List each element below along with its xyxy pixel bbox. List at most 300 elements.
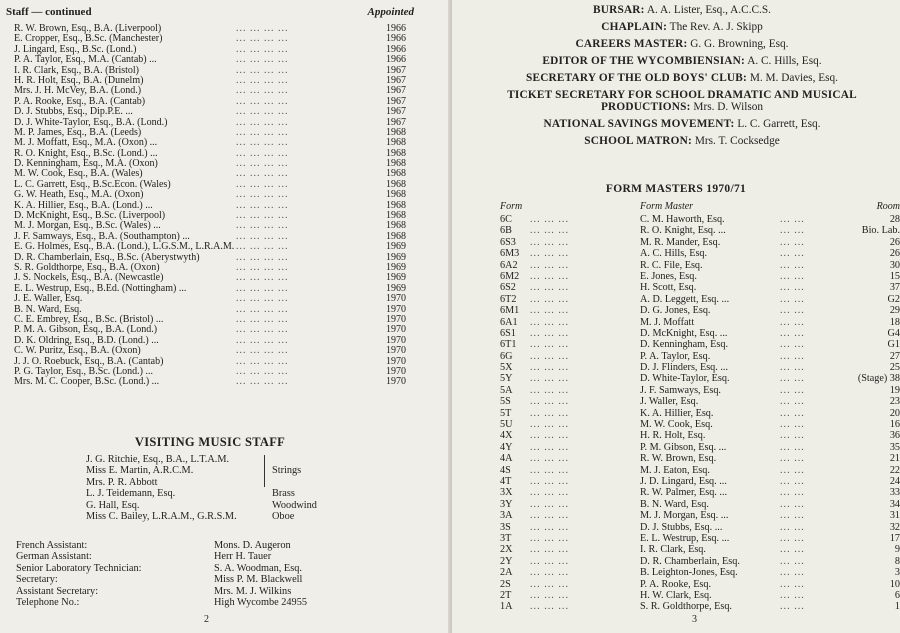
form-row [500,579,900,590]
leader-dots: ... ... ... ... [236,189,289,201]
officer-title: BURSAR: [593,4,645,16]
form-room: (Stage) 38 [857,373,900,385]
staff-name: M. W. Cook, Esq., B.A. (Wales) [14,168,143,180]
form-row [500,590,900,601]
appointed-year: 1970 [386,293,406,305]
leader-dots: ... ... [780,510,805,522]
form-masters-list [500,214,900,613]
form-master: D. Kenningham, Esq. [640,339,728,351]
form-code: 6A1 [500,316,518,328]
leader-dots: ... ... ... [530,350,570,362]
staff-name: D. J. White-Taylor, Esq., B.A. (Lond.) [14,116,168,128]
form-master: R. C. File, Esq. [640,259,703,271]
form-master: D. McKnight, Esq. ... [640,327,728,339]
assistant-role: Telephone No.: [16,596,80,608]
assistant-row [16,563,416,574]
form-code: 6S3 [500,236,516,248]
staff-name: C. W. Puritz, Esq., B.A. (Oxon) [14,345,141,357]
leader-dots: ... ... ... [530,510,570,522]
leader-dots: ... ... ... [530,475,570,487]
leader-dots: ... ... ... ... [236,376,289,388]
form-code: 3X [500,487,513,499]
staff-name: P. M. A. Gibson, Esq., B.A. (Lond.) [14,324,158,336]
col-room-label: Room [876,201,900,212]
form-row [500,373,900,384]
leader-dots: ... ... ... [530,327,570,339]
form-room: 36 [889,430,900,442]
form-master: H. Scott, Esq. [640,282,697,294]
appointed-year: 1967 [386,116,406,128]
leader-dots: ... ... ... [530,441,570,453]
appointed-year: 1970 [386,345,406,357]
form-code: 5T [500,407,512,419]
appointed-year: 1969 [386,261,406,273]
leader-dots: ... ... [780,339,805,351]
form-master: R. W. Brown, Esq. [640,453,717,465]
staff-name: D. J. Stubbs, Esq., Dip.P.E. ... [14,106,133,118]
staff-name: H. R. Holt, Esq., B.A. (Dunelm) [14,74,144,86]
leader-dots: ... ... ... ... [236,334,289,346]
form-room: G2 [887,293,900,305]
visiting-name: Mrs. P. R. Abbott [86,476,158,488]
leader-dots: ... ... ... ... [236,210,289,222]
appointed-year: 1970 [386,303,406,315]
form-code: 4Y [500,441,513,453]
form-row [500,294,900,305]
form-code: 6M1 [500,305,520,317]
staff-name: E. L. Westrup, Esq., B.Ed. (Nottingham) ... [14,282,187,294]
appointed-year: 1969 [386,272,406,284]
visiting-name: Miss E. Martin, A.R.C.M. [86,465,194,477]
form-master: J. Waller, Esq. [640,396,699,408]
appointed-year: 1968 [386,126,406,138]
form-row [500,442,900,453]
officer-title: SECRETARY OF THE OLD BOYS' CLUB: [525,72,747,84]
form-row [500,544,900,555]
staff-name: C. E. Embrey, Esq., B.Sc. (Bristol) ... [14,313,164,325]
assistant-role: French Assistant: [16,540,88,551]
form-master: R. W. Palmer, Esq. ... [640,487,728,499]
leader-dots: ... ... ... [530,214,570,225]
form-master: P. M. Gibson, Esq. ... [640,441,727,453]
form-row [500,237,900,248]
form-room: 27 [889,350,900,362]
officer-name: A. C. Hills, Esq. [747,55,822,67]
leader-dots: ... ... ... [530,339,570,351]
leader-dots: ... ... [780,384,805,396]
leader-dots: ... ... ... [530,384,570,396]
visiting-row [86,488,376,499]
visiting-music-staff-title: VISITING MUSIC STAFF [134,435,286,449]
form-code: 5X [500,362,513,374]
form-room: 28 [889,214,900,225]
staff-name: R. O. Knight, Esq., B.Sc. (Lond.) ... [14,147,158,159]
form-room: 10 [889,578,900,590]
form-code: 4T [500,475,512,487]
leader-dots: ... ... ... ... [236,261,289,273]
leader-dots: ... ... [780,601,805,613]
form-code: 6B [500,225,512,237]
leader-dots: ... ... [780,555,805,567]
staff-name: D. Kenningham, Esq., M.A. (Oxon) [14,158,158,170]
form-code: 6C [500,214,512,225]
officer-title: CHAPLAIN: [601,21,668,33]
leader-dots: ... ... ... ... [236,220,289,232]
leader-dots: ... ... [780,498,805,510]
appointed-year: 1968 [386,220,406,232]
officer-title: NATIONAL SAVINGS MOVEMENT: [543,118,735,130]
leader-dots: ... ... ... ... [236,282,289,294]
visiting-row [86,477,376,488]
leader-dots: ... ... ... ... [236,230,289,242]
staff-row [14,377,406,387]
form-code: 3S [500,521,511,533]
staff-header [6,6,414,20]
leader-dots: ... ... ... [530,225,570,237]
staff-continued-label: Staff — continued [6,6,92,18]
form-code: 4A [500,453,513,465]
leader-dots: ... ... [780,567,805,579]
officer-name: M. M. Davies, Esq. [749,72,838,84]
appointed-year: 1969 [386,251,406,263]
staff-name: M. J. Moffatt, Esq., M.A. (Oxon) ... [14,137,158,149]
form-master: D. J. Flinders, Esq. ... [640,362,729,374]
leader-dots: ... ... ... [530,270,570,282]
visiting-instrument: Oboe [272,510,295,522]
form-room: 16 [889,419,900,431]
form-code: 3Y [500,498,513,510]
leader-dots: ... ... ... ... [236,126,289,138]
form-room: 33 [889,487,900,499]
visiting-music-staff-list [86,454,376,522]
form-code: 3A [500,510,513,522]
leader-dots: ... ... [780,214,805,225]
leader-dots: ... ... ... ... [236,345,289,357]
assistant-role: Assistant Secretary: [16,585,99,597]
form-master: D. R. Chamberlain, Esq. [640,555,740,567]
form-room: 3 [894,567,900,579]
appointed-year: 1968 [386,178,406,190]
staff-name: J. F. Samways, Esq., B.A. (Southampton) ... [14,230,190,242]
form-row [500,567,900,578]
form-master: E. Jones, Esq. [640,270,697,282]
visiting-name: Miss C. Bailey, L.R.A.M., G.R.S.M. [86,510,237,522]
leader-dots: ... ... ... ... [236,106,289,118]
form-row [500,522,900,533]
leader-dots: ... ... [780,305,805,317]
leader-dots: ... ... ... [530,316,570,328]
leader-dots: ... ... [780,293,805,305]
visiting-row [86,500,376,511]
leader-dots: ... ... ... ... [236,251,289,263]
form-room: 9 [894,544,900,556]
assistant-row [16,551,416,562]
form-master: A. D. Leggett, Esq. ... [640,293,730,305]
form-room: 1 [894,601,900,613]
form-row [500,533,900,544]
form-code: 6S1 [500,327,516,339]
leader-dots: ... ... ... ... [236,365,289,377]
form-row [500,510,900,521]
form-row [500,339,900,350]
leader-dots: ... ... ... [530,555,570,567]
form-code: 6G [500,350,513,362]
leader-dots: ... ... ... [530,589,570,601]
leader-dots: ... ... ... ... [236,241,289,253]
appointed-year: 1970 [386,324,406,336]
leader-dots: ... ... ... ... [236,324,289,336]
assistant-name: Mons. D. Augeron [214,540,291,551]
appointed-year: 1968 [386,137,406,149]
officer-title: SCHOOL MATRON: [584,135,692,147]
leader-dots: ... ... [780,578,805,590]
leader-dots: ... ... ... ... [236,147,289,159]
form-room: 21 [889,453,900,465]
form-code: 4S [500,464,511,476]
staff-list [14,24,406,388]
form-master: J. F. Samways, Esq. [640,384,721,396]
form-room: G1 [887,339,900,351]
officer-row [472,38,892,50]
form-master: D. White-Taylor, Esq. [640,373,730,385]
form-room: 29 [889,305,900,317]
form-row [500,260,900,271]
appointed-year: 1970 [386,376,406,388]
appointed-year: 1970 [386,365,406,377]
form-row [500,465,900,476]
visiting-name: L. J. Teidemann, Esq. [86,488,176,500]
form-master: D. G. Jones, Esq. [640,305,711,317]
form-master: M. R. Mander, Esq. [640,236,721,248]
form-master: H. R. Holt, Esq. [640,430,706,442]
leader-dots: ... ... [780,544,805,556]
appointed-year: 1967 [386,95,406,107]
visiting-row [86,465,376,476]
leader-dots: ... ... ... ... [236,178,289,190]
leader-dots: ... ... [780,430,805,442]
form-code: 6M2 [500,270,520,282]
form-code: 5S [500,396,511,408]
assistant-name: S. A. Woodman, Esq. [214,562,302,574]
form-row [500,499,900,510]
form-room: 17 [889,532,900,544]
leader-dots: ... ... [780,248,805,260]
form-row [500,214,900,225]
officer-name: Mrs. D. Wilson [693,101,764,113]
leader-dots: ... ... ... ... [236,74,289,86]
page-right [452,0,900,633]
leader-dots: ... ... ... ... [236,313,289,325]
page-number-left: 2 [204,614,209,625]
officer-title: TICKET SECRETARY FOR SCHOOL DRAMATIC AND MUSICAL PRODUCTIONS: [507,89,857,113]
appointed-year: 1966 [386,33,406,45]
staff-name: B. N. Ward, Esq. [14,303,82,315]
assistants-list [16,540,416,608]
form-code: 2A [500,567,513,579]
staff-name: D. McKnight, Esq., B.Sc. (Liverpool) [14,210,166,222]
staff-row [14,294,406,304]
form-room: Bio. Lab. [861,225,900,237]
form-code: 2T [500,589,512,601]
form-master: M. J. Moffatt [640,316,695,328]
form-code: 4X [500,430,513,442]
leader-dots: ... ... [780,453,805,465]
form-master: K. A. Hillier, Esq. [640,407,714,419]
staff-name: D. R. Chamberlain, Esq., B.Sc. (Aberystwyth) [14,251,200,263]
leader-dots: ... ... [780,316,805,328]
form-master: C. M. Haworth, Esq. [640,214,725,225]
leader-dots: ... ... ... [530,248,570,260]
form-row [500,225,900,236]
leader-dots: ... ... ... [530,305,570,317]
officer-name: Mrs. T. Cocksedge [694,135,780,147]
form-master: B. N. Ward, Esq. [640,498,709,510]
form-row [500,328,900,339]
appointed-year: 1969 [386,241,406,253]
leader-dots: ... ... [780,441,805,453]
appointed-year: 1966 [386,23,406,34]
form-master: P. A. Rooke, Esq. [640,578,712,590]
form-master: M. W. Cook, Esq. [640,419,713,431]
leader-dots: ... ... ... ... [236,168,289,180]
form-room: 22 [889,464,900,476]
form-row [500,317,900,328]
form-row [500,271,900,282]
appointed-year: 1970 [386,334,406,346]
staff-name: D. K. Oldring, Esq., B.D. (Lond.) ... [14,334,159,346]
appointed-year: 1970 [386,313,406,325]
visiting-instrument: Woodwind [272,499,317,511]
leader-dots: ... ... [780,225,805,237]
leader-dots: ... ... [780,521,805,533]
form-room: 19 [889,384,900,396]
officer-name: A. A. Lister, Esq., A.C.C.S. [646,4,771,16]
visiting-name: G. Hall, Esq. [86,499,140,511]
leader-dots: ... ... ... [530,396,570,408]
officer-row [472,4,892,16]
form-row [500,556,900,567]
leader-dots: ... ... [780,407,805,419]
form-room: 18 [889,316,900,328]
assistant-role: Senior Laboratory Technician: [16,562,142,574]
leader-dots: ... ... [780,475,805,487]
appointed-year: 1969 [386,282,406,294]
staff-name: G. W. Heath, Esq., M.A. (Oxon) [14,189,144,201]
form-master: D. J. Stubbs, Esq. ... [640,521,723,533]
leader-dots: ... ... ... ... [236,355,289,367]
form-code: 1A [500,601,513,613]
staff-name: P. A. Rooke, Esq., B.A. (Cantab) [14,95,146,107]
leader-dots: ... ... ... [530,578,570,590]
form-master: I. R. Clark, Esq. [640,544,706,556]
leader-dots: ... ... ... ... [236,272,289,284]
form-code: 5U [500,419,513,431]
assistant-name: Herr H. Tauer [214,551,272,563]
leader-dots: ... ... [780,282,805,294]
form-row [500,408,900,419]
leader-dots: ... ... ... ... [236,199,289,211]
form-master: B. Leighton-Jones, Esq. [640,567,738,579]
form-code: 3T [500,532,512,544]
staff-name: Mrs. M. C. Cooper, B.Sc. (Lond.) ... [14,376,160,388]
assistant-row [16,574,416,585]
leader-dots: ... ... ... [530,464,570,476]
leader-dots: ... ... ... [530,601,570,613]
staff-name: I. R. Clark, Esq., B.A. (Bristol) [14,64,139,76]
leader-dots: ... ... ... [530,236,570,248]
leader-dots: ... ... ... [530,407,570,419]
form-row [500,282,900,293]
leader-dots: ... ... ... ... [236,33,289,45]
staff-name: E. G. Holmes, Esq., B.A. (Lond.), L.G.S.M., L.R.A.M. [14,241,235,253]
staff-name: M. P. James, Esq., B.A. (Leeds) [14,126,142,138]
col-master-label: Form Master [640,201,694,212]
form-row [500,362,900,373]
form-row [500,453,900,464]
officer-row [472,21,892,33]
staff-name: E. Cropper, Esq., B.Sc. (Manchester) [14,33,163,45]
form-row [500,385,900,396]
appointed-year: 1968 [386,230,406,242]
officer-name: L. C. Garrett, Esq. [737,118,821,130]
form-master: P. A. Taylor, Esq. [640,350,711,362]
leader-dots: ... ... ... ... [236,293,289,305]
leader-dots: ... ... ... ... [236,116,289,128]
page-number-right: 3 [692,614,697,625]
form-room: 31 [889,510,900,522]
form-code: 6T2 [500,293,517,305]
form-row [500,419,900,430]
form-master: A. C. Hills, Esq. [640,248,708,260]
leader-dots: ... ... [780,396,805,408]
form-room: 35 [889,441,900,453]
officer-name: G. G. Browning, Esq. [690,38,789,50]
form-row [500,430,900,441]
form-masters-header [500,201,900,213]
appointed-label: Appointed [367,6,414,18]
form-room: 20 [889,407,900,419]
leader-dots: ... ... [780,419,805,431]
appointed-year: 1968 [386,147,406,159]
staff-name: P. A. Taylor, Esq., M.A. (Cantab) ... [14,54,157,66]
assistant-row [16,540,416,551]
leader-dots: ... ... ... ... [236,158,289,170]
form-room: 26 [889,236,900,248]
form-row [500,305,900,316]
form-code: 6A2 [500,259,518,271]
form-row [500,396,900,407]
form-code: 6S2 [500,282,516,294]
staff-name: J. J. O. Roebuck, Esq., B.A. (Cantab) [14,355,164,367]
form-room: 34 [889,498,900,510]
form-room: 32 [889,521,900,533]
form-room: 24 [889,475,900,487]
form-code: 5A [500,384,513,396]
staff-name: K. A. Hillier, Esq., B.A. (Lond.) ... [14,199,153,211]
form-room: 30 [889,259,900,271]
visiting-instrument: Strings [272,465,302,477]
form-code: 5Y [500,373,513,385]
form-room: 37 [889,282,900,294]
officer-row [472,55,892,67]
officers-list [472,4,892,152]
staff-name: M. J. Morgan, Esq., B.Sc. (Wales) ... [14,220,161,232]
leader-dots: ... ... ... [530,373,570,385]
form-row [500,351,900,362]
form-code: 2X [500,544,513,556]
appointed-year: 1967 [386,74,406,86]
form-room: G4 [887,327,900,339]
